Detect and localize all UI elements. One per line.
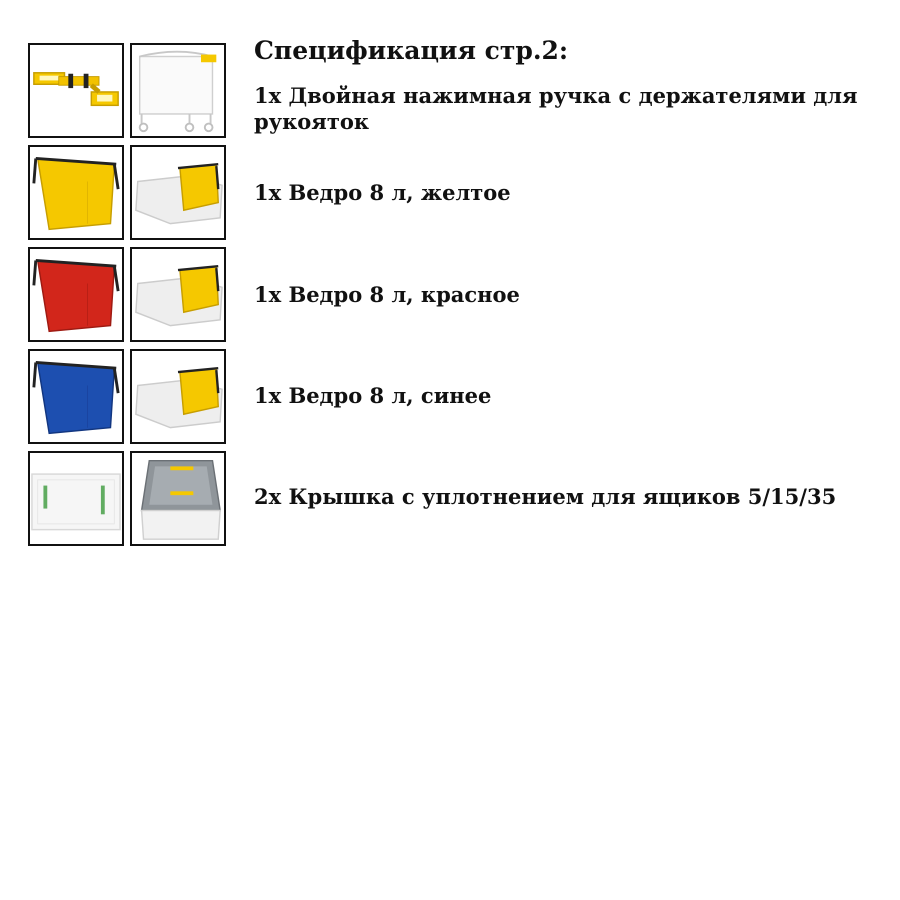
page-title: Спецификация стр.2: [254, 36, 569, 65]
trolley-frame-image [130, 43, 226, 138]
tray-with-bucket-image [130, 349, 226, 444]
spec-item-red-bucket: 1x Ведро 8 л, красное [254, 282, 520, 307]
red-bucket-image [28, 247, 124, 342]
spec-item-box-lid: 2x Крышка с уплотнением для ящиков 5/15/35 [254, 484, 837, 509]
spec-item-handle: 1x Двойная нажимная ручка с держателями для рукояток [254, 83, 858, 134]
spec-item-blue-bucket: 1x Ведро 8 л, синее [254, 383, 492, 408]
tray-with-bucket-image [130, 247, 226, 342]
blue-bucket-image [28, 349, 124, 444]
double-handle-image [28, 43, 124, 138]
box-with-lid-image [130, 451, 226, 546]
yellow-bucket-image [28, 145, 124, 240]
tray-with-yellow-bucket-image [130, 145, 226, 240]
spec-item-yellow-bucket: 1x Ведро 8 л, желтое [254, 180, 511, 205]
box-lid-image [28, 451, 124, 546]
